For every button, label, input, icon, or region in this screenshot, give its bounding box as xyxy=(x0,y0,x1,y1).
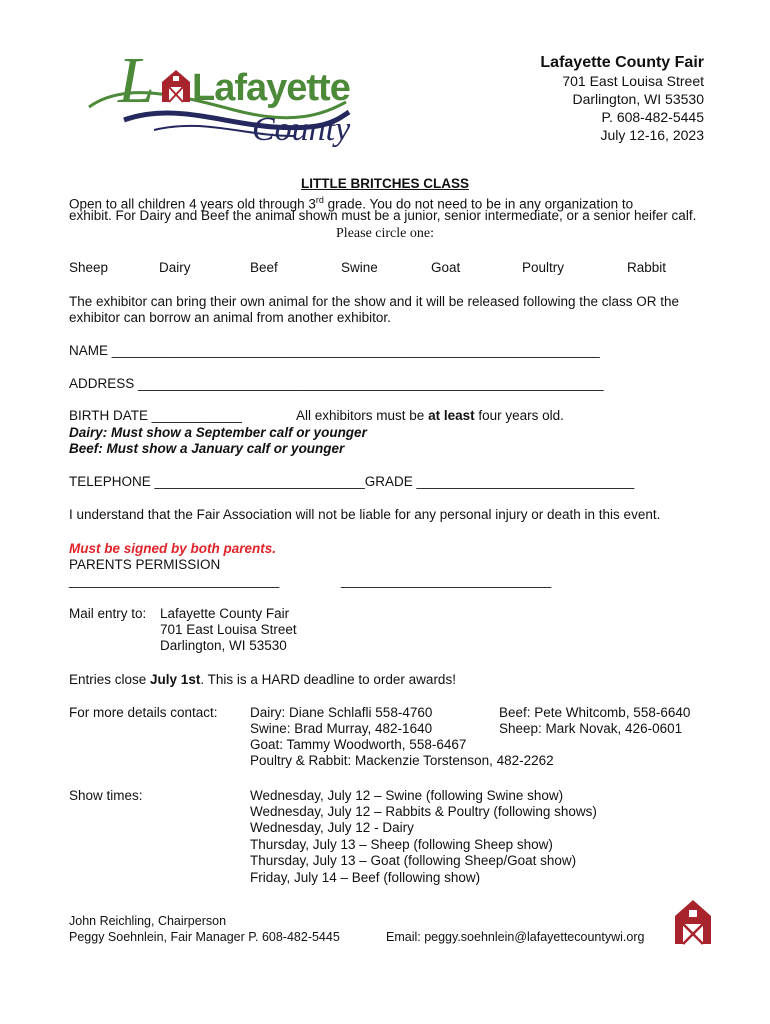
animal-rabbit[interactable]: Rabbit xyxy=(627,260,667,275)
footer-manager: Peggy Soehnlein, Fair Manager P. 608-482-5445 xyxy=(69,930,340,944)
mail-line-3: Darlington, WI 53530 xyxy=(160,638,287,653)
mail-label: Mail entry to: xyxy=(69,606,147,621)
show-time-4: Thursday, July 13 – Sheep (following Sheep show) xyxy=(250,837,553,852)
age-text-b: at least xyxy=(428,408,475,423)
fair-dates: July 12-16, 2023 xyxy=(600,127,704,143)
exhibitor-note-2: exhibitor can borrow an animal from another exhibitor. xyxy=(69,310,391,325)
contact-beef: Beef: Pete Whitcomb, 558-6640 xyxy=(499,705,691,720)
age-text-a: All exhibitors must be xyxy=(296,408,429,423)
fair-phone: P. 608-482-5445 xyxy=(601,109,704,125)
fair-title: Lafayette County Fair xyxy=(540,54,704,71)
telephone-grade-field[interactable]: TELEPHONE ____________________________GRADE _____________________________ xyxy=(69,474,635,489)
signature-required: Must be signed by both parents. xyxy=(69,541,277,556)
animal-sheep[interactable]: Sheep xyxy=(69,260,109,275)
animal-beef[interactable]: Beef xyxy=(250,260,278,275)
show-time-1: Wednesday, July 12 – Swine (following Swine show) xyxy=(250,788,564,803)
entries-text-c: . This is a HARD deadline to order awards! xyxy=(200,672,456,687)
fair-header xyxy=(540,54,704,144)
circle-prompt: Please circle one: xyxy=(336,226,434,241)
entries-text-a: Entries close xyxy=(69,672,151,687)
parent-signature-1[interactable]: ____________________________ xyxy=(69,573,280,588)
name-field[interactable]: NAME _________________________________________________________________ xyxy=(69,343,600,358)
liability-statement: I understand that the Fair Association will not be liable for any personal injury or death in this event. xyxy=(69,507,661,522)
intro-sup: rd xyxy=(315,195,324,205)
contact-dairy: Dairy: Diane Schlafli 558-4760 xyxy=(250,705,433,720)
parents-permission-label: PARENTS PERMISSION xyxy=(69,557,221,572)
contact-goat: Goat: Tammy Woodworth, 558-6467 xyxy=(250,737,467,752)
dairy-note: Dairy: Must show a September calf or younger xyxy=(69,425,367,440)
lafayette-county-logo xyxy=(84,32,354,162)
mail-line-2: 701 East Louisa Street xyxy=(160,622,297,637)
contact-poultry-rabbit: Poultry & Rabbit: Mackenzie Torstenson, 482-2262 xyxy=(250,753,554,768)
contact-sheep: Sheep: Mark Novak, 426-0601 xyxy=(499,721,683,736)
age-requirement xyxy=(296,408,564,423)
intro-text-b: grade. You do not need to be in any organization to xyxy=(323,196,634,212)
fair-street: 701 East Louisa Street xyxy=(562,73,704,89)
show-time-2: Wednesday, July 12 – Rabbits & Poultry (following shows) xyxy=(250,804,597,819)
mail-line-1: Lafayette County Fair xyxy=(160,606,290,621)
animal-goat[interactable]: Goat xyxy=(431,260,461,275)
contact-swine: Swine: Brad Murray, 482-1640 xyxy=(250,721,433,736)
animal-poultry[interactable]: Poultry xyxy=(522,260,565,275)
show-time-5: Thursday, July 13 – Goat (following Sheep/Goat show) xyxy=(250,853,577,868)
barn-icon xyxy=(673,898,713,946)
birth-date-field[interactable]: BIRTH DATE ____________ xyxy=(69,408,242,423)
beef-note: Beef: Must show a January calf or younger xyxy=(69,441,345,456)
contacts-label: For more details contact: xyxy=(69,705,218,720)
class-title: LITTLE BRITCHES CLASS xyxy=(301,176,469,191)
logo-letter-l: L xyxy=(118,44,155,117)
footer-chair: John Reichling, Chairperson xyxy=(69,914,227,928)
entries-date: July 1st xyxy=(150,672,201,687)
footer-email[interactable]: Email: peggy.soehnlein@lafayettecountywi.org xyxy=(386,930,645,944)
barn-icon xyxy=(162,70,190,102)
parent-signature-2[interactable]: ____________________________ xyxy=(341,573,552,588)
logo-word-county: County xyxy=(252,111,351,148)
intro-text-a: Open to all children 4 years old through 3 xyxy=(69,196,316,212)
exhibitor-note-1: The exhibitor can bring their own animal for the show and it will be released following the class OR the xyxy=(69,294,680,309)
logo-word-lafayette: Lafayette xyxy=(192,67,350,109)
age-text-c: four years old. xyxy=(474,408,564,423)
fair-city: Darlington, WI 53530 xyxy=(572,91,704,107)
address-field[interactable]: ADDRESS ______________________________________________________________ xyxy=(69,376,604,391)
animal-swine[interactable]: Swine xyxy=(341,260,378,275)
show-times-label: Show times: xyxy=(69,788,143,803)
show-time-6: Friday, July 14 – Beef (following show) xyxy=(250,870,481,885)
show-time-3: Wednesday, July 12 - Dairy xyxy=(250,820,414,835)
animal-dairy[interactable]: Dairy xyxy=(159,260,191,275)
intro-line-2: exhibit. For Dairy and Beef the animal shown must be a junior, senior intermediate, or a senior heifer calf. xyxy=(69,208,697,223)
entries-deadline xyxy=(69,672,456,687)
